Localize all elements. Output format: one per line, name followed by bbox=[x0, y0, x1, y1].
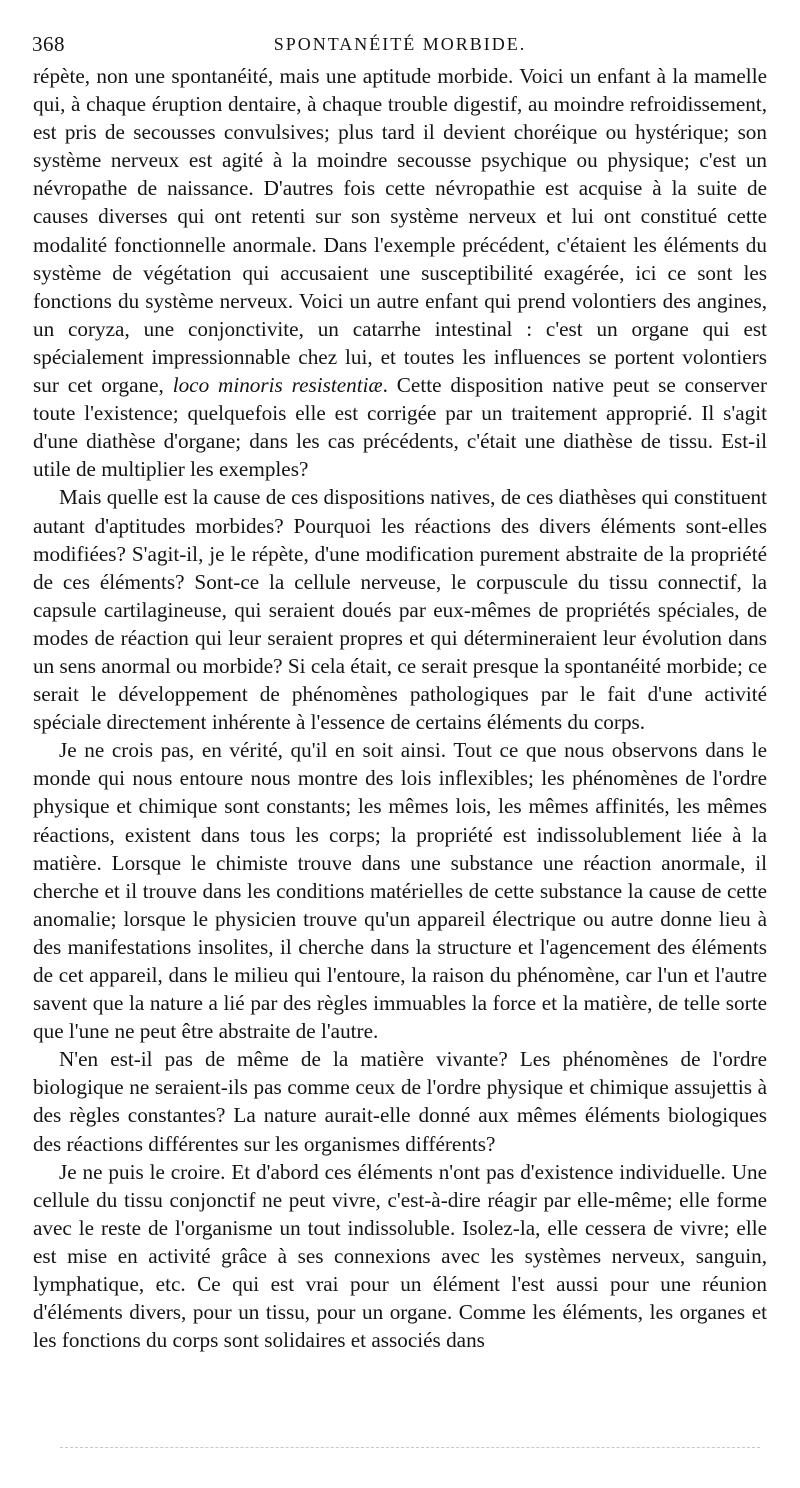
paragraph-2: Mais quelle est la cause de ces dispositions natives, de ces diathèses qui constituent autant d'aptitudes morbides? Pourquoi les réactions des divers éléments sont-elles modifiées? S'agit-il, je le répète, d'une modification purement abstraite de la propriété de ces éléments? Sont-ce la cellule nerveuse, le corpuscule du tissu connectif, la capsule cartilagineuse, qui seraient doués par eux-mêmes de propriétés spéciales, de modes de réaction qui leur seraient propres et qui détermineraient leur évolution dans un sens anormal ou morbide? Si cela était, ce serait presque la spontanéité morbide; ce serait le développement de phénomènes pathologiques par le fait d'une activité spéciale directement inhérente à l'essence de certains éléments du corps. bbox=[33, 485, 767, 735]
paragraph-1-text-b: . Cette disposition native peut se conserver toute l'existence; quelquefois elle est corrigée par un traitement approprié. Il s'agit d'une diathèse d'organe; dans les cas précédents, c'était une diathèse de tissu. Est-il utile de multiplier les exemples? bbox=[33, 373, 767, 482]
paragraph-1-text-a: répète, non une spontanéité, mais une aptitude morbide. Voici un enfant à la mamelle qui, à chaque éruption dentaire, à chaque trouble digestif, au moindre refroidissement, est pris de secousses convulsives; plus tard il devient choréique ou hystérique; son système nerveux est agité à la moindre secousse psychique ou physique; c'est un névropathe de naissance. D'autres fois cette névropathie est acquise à la suite de causes diverses qui ont retenti sur son système nerveux et lui ont constitué cette modalité fonctionnelle anormale. Dans l'exemple précédent, c'étaient les éléments du système de végétation qui accusaient une susceptibilité exagérée, ici ce sont les fonctions du système nerveux. Voici un autre enfant qui prend volontiers des angines, un coryza, une conjonctivite, un catarrhe intestinal : c'est un organe qui est spécialement impressionnable chez lui, et toutes les influences se portent volontiers sur cet organe, bbox=[33, 64, 767, 398]
paragraph-1 bbox=[33, 62, 767, 483]
paragraph-3: Je ne crois pas, en vérité, qu'il en soit ainsi. Tout ce que nous observons dans le monde qui nous entoure nous montre des lois inflexibles; les phénomènes de l'ordre physique et chimique sont constants; les mêmes lois, les mêmes affinités, les mêmes réactions, existent dans tous les corps; la propriété est indissolublement liée à la matière. Lorsque le chimiste trouve dans une substance une réaction anormale, il cherche et il trouve dans les conditions matérielles de cette substance la cause de cette anomalie; lorsque le physicien trouve qu'un appareil électrique ou autre donne lieu à des manifestations insolites, il cherche dans la structure et l'agencement des éléments de cet appareil, dans le milieu qui l'entoure, la raison du phénomène, car l'un et l'autre savent que la nature a lié par des règles immuables la force et la matière, de telle sorte que l'une ne peut être abstraite de l'autre. bbox=[33, 738, 767, 1044]
paragraph-4: N'en est-il pas de même de la matière vivante? Les phénomènes de l'ordre biologique ne seraient-ils pas comme ceux de l'ordre physique et chimique assujettis à des règles constantes? La nature aurait-elle donné aux mêmes éléments biologiques des réactions différentes sur les organismes différents? bbox=[33, 1047, 767, 1156]
paragraph-5: Je ne puis le croire. Et d'abord ces éléments n'ont pas d'existence individuelle. Une cellule du tissu conjonctif ne peut vivre, c'est-à-dire réagir par elle-même; elle forme avec le reste de l'organisme un tout indissoluble. Isolez-la, elle cessera de vivre; elle est mise en activité grâce à ses connexions avec les systèmes nerveux, sanguin, lymphatique, etc. Ce qui est vrai pour un élément l'est aussi pour une réunion d'éléments divers, pour un tissu, pour un organe. Comme les éléments, les organes et les fonctions du corps sont solidaires et associés dans bbox=[33, 1159, 767, 1353]
footer-rule bbox=[60, 1447, 760, 1448]
latin-phrase: loco minoris resistentiæ bbox=[172, 373, 383, 398]
page-number: 368 bbox=[32, 32, 65, 56]
running-title: SPONTANÉITÉ MORBIDE. bbox=[273, 34, 527, 54]
page-header bbox=[32, 32, 768, 62]
body-text bbox=[33, 62, 767, 1354]
